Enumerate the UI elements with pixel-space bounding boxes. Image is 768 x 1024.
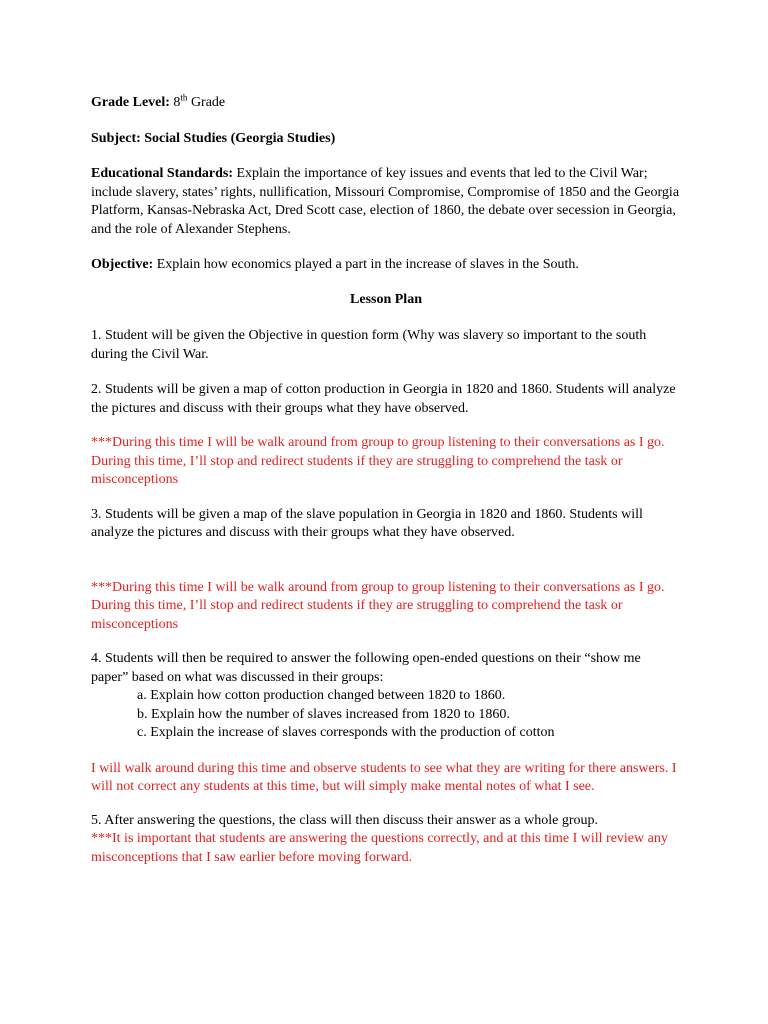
grade-level-line — [91, 94, 681, 113]
teacher-note-4: ***It is important that students are answering the questions correctly, and at this time I will review any misconceptions that I saw earlier before moving forward. — [91, 831, 668, 865]
teacher-note-1: ***During this time I will be walk around from group to group listening to their conversations as I go. During this time, I’ll stop and redirect students if they are struggling to comprehend the task or misconceptions — [91, 435, 665, 487]
step-3: 3. Students will be given a map of the slave population in Georgia in 1820 and 1860. Students will analyze the pictures and discuss with their groups what they have observed. — [91, 506, 643, 540]
step-1: 1. Student will be given the Objective in question form (Why was slavery so important to the south during the Civil War. — [91, 328, 647, 362]
subject-line: Subject: Social Studies (Georgia Studies) — [91, 130, 336, 146]
question-a: a. Explain how cotton production changed between 1820 to 1860. — [137, 688, 506, 703]
lesson-plan-heading: Lesson Plan — [350, 291, 422, 307]
step-5: 5. After answering the questions, the class will then discuss their answer as a whole group. — [91, 812, 599, 828]
question-b: b. Explain how the number of slaves increased from 1820 to 1860. — [137, 706, 510, 722]
standards-label: Educational Standards: — [91, 166, 233, 181]
teacher-note-3: I will walk around during this time and observe students to see what they are writing for there answers. I will not correct any students at this time, but will simply make mental notes of what I see. — [91, 760, 677, 794]
step-2: 2. Students will be given a map of cotton production in Georgia in 1820 and 1860. Students will analyze the pictures and discuss with their groups what they have observed. — [91, 382, 676, 416]
question-c: c. Explain the increase of slaves corresponds with the production of cotton — [137, 725, 555, 740]
objective-text: Explain how economics played a part in the increase of slaves in the South. — [156, 257, 579, 272]
step-4-text: 4. Students will then be required to answer the following open-ended questions on their “show me paper” based on what was discussed in their groups: — [91, 651, 641, 685]
teacher-note-2: ***During this time I will be walk around from group to group listening to their conversations as I go. During this time, I’ll stop and redirect students if they are struggling to comprehend the task or misconceptions — [91, 579, 665, 632]
step-4-question-list — [91, 687, 681, 743]
lesson-plan-document — [91, 94, 681, 867]
grade-level-suffix: th — [180, 92, 188, 103]
standards-text: Explain the importance of key issues and events that led to the Civil War; include slavery, states’ rights, nullification, Missouri Compromise, Compromise of 1850 and the Georgia Platform, Kansas-Nebraska Act, Dred Scott case, election of 1860, the debate over secession in Georgia, and the role of Alexander Stephens. — [91, 166, 680, 237]
objective-label: Objective: — [91, 257, 154, 272]
step-4 — [91, 650, 681, 743]
grade-level-number: 8 — [173, 95, 181, 110]
grade-level-value: Grade — [190, 95, 226, 110]
objective-line — [91, 256, 681, 275]
grade-level-label: Grade Level: — [91, 95, 170, 110]
educational-standards — [91, 165, 681, 239]
